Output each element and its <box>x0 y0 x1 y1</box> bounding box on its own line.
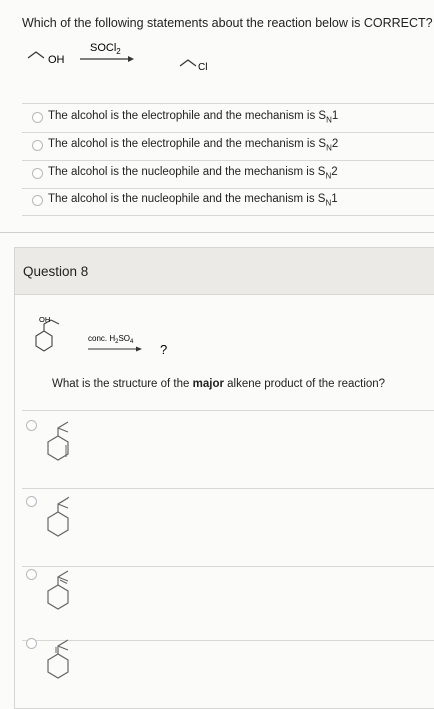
reagent-label: SOCl$_2$ <box>90 42 121 56</box>
reagent-label: conc. $H_2SO_4$ <box>88 334 134 345</box>
option-label: The alcohol is the electrophile and the mechanism is $S_N1$ <box>48 110 339 125</box>
alkene-structure-b <box>36 494 96 554</box>
option-2[interactable] <box>22 133 434 159</box>
option-b[interactable] <box>22 494 434 564</box>
option-c[interactable] <box>22 567 434 637</box>
option-a[interactable] <box>22 418 434 488</box>
question-8-title: Question 8 <box>23 264 89 279</box>
option-d[interactable] <box>22 636 434 706</box>
option-1[interactable] <box>22 105 434 131</box>
reaction-arrow-head <box>136 347 142 352</box>
option-label: The alcohol is the nucleophile and the mechanism is $S_N1$ <box>48 193 338 208</box>
cyclohexyl-ring <box>36 331 52 351</box>
alkene-structure-a <box>36 418 96 478</box>
question-8-header <box>15 248 434 295</box>
section-divider <box>0 232 434 233</box>
question-7-prompt: Which of the following statements about the reaction below is CORRECT? <box>22 16 433 30</box>
radio-button[interactable] <box>32 195 43 206</box>
option-4[interactable] <box>22 188 434 214</box>
hydroxyl-label: OH <box>48 54 65 66</box>
reaction-scheme-q7 <box>22 36 232 86</box>
chloride-label: Cl <box>198 62 208 73</box>
reaction-scheme-q8 <box>22 312 182 364</box>
alkene-structure-d <box>36 636 96 696</box>
radio-button[interactable] <box>32 112 43 123</box>
propyl-chain-reactant <box>28 52 44 58</box>
option-3[interactable] <box>22 161 434 187</box>
alkene-structure-c <box>36 567 96 627</box>
divider <box>22 410 434 411</box>
divider <box>22 103 434 104</box>
option-label: The alcohol is the electrophile and the mechanism is $S_N2$ <box>48 138 339 153</box>
divider <box>22 215 434 216</box>
option-label: The alcohol is the nucleophile and the mechanism is $S_N2$ <box>48 166 338 181</box>
methyl-branch <box>51 320 59 324</box>
hydroxyl-label: OH <box>39 315 51 324</box>
propyl-chain-product <box>180 60 196 66</box>
radio-button[interactable] <box>32 168 43 179</box>
unknown-product-mark: ? <box>160 342 168 357</box>
radio-button[interactable] <box>32 140 43 151</box>
divider <box>22 488 434 489</box>
question-8-prompt: What is the structure of the major alkene product of the reaction? <box>52 378 386 390</box>
reaction-arrow-head <box>128 56 134 62</box>
